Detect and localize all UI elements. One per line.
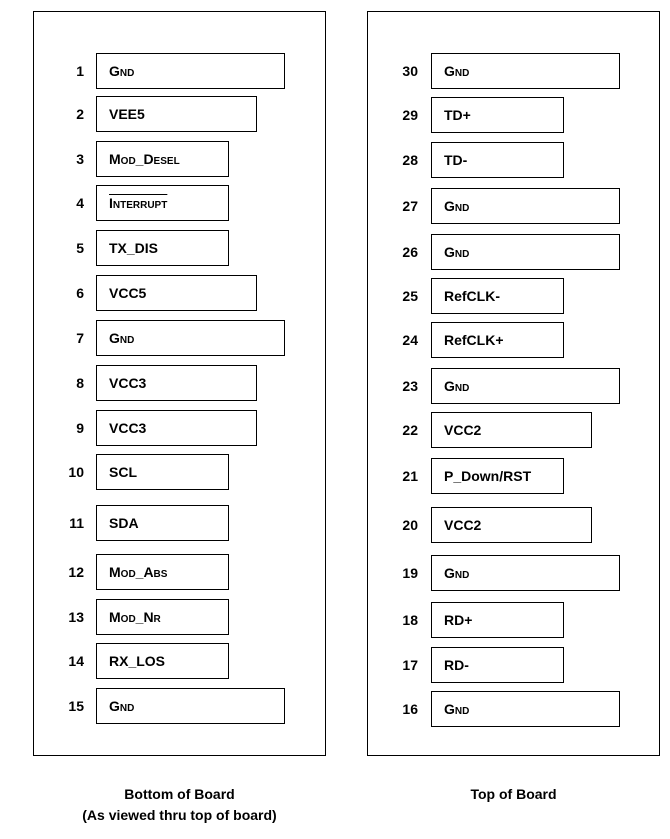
pin-number: 14: [68, 653, 84, 669]
pin-number: 28: [402, 152, 418, 168]
pin-label: Gnd: [431, 53, 620, 89]
pin-number: 3: [76, 151, 84, 167]
pin-number: 18: [402, 612, 418, 628]
pin-label: Gnd: [431, 188, 620, 224]
pin-label: Interrupt: [96, 185, 229, 221]
caption-title: Bottom of Board: [124, 786, 235, 802]
pin-number: 17: [402, 657, 418, 673]
top-board-panel: [367, 11, 660, 756]
caption-title: Top of Board: [470, 786, 557, 802]
pin-label: VCC2: [431, 507, 592, 543]
pin-label: RX_LOS: [96, 643, 229, 679]
pin-label: Mod_Nr: [96, 599, 229, 635]
pin-number: 8: [76, 375, 84, 391]
pin-number: 10: [68, 464, 84, 480]
pin-number: 11: [69, 515, 84, 531]
bottom-board-panel: [33, 11, 326, 756]
pin-label: SDA: [96, 505, 229, 541]
pin-number: 23: [402, 378, 418, 394]
pin-number: 20: [402, 517, 418, 533]
top-board-caption: [367, 784, 660, 805]
pin-number: 1: [76, 63, 84, 79]
pin-number: 13: [68, 609, 84, 625]
pin-label: RD+: [431, 602, 564, 638]
pin-label: Gnd: [431, 234, 620, 270]
pin-label: Gnd: [96, 688, 285, 724]
pin-label: RefCLK-: [431, 278, 564, 314]
pin-label: VCC3: [96, 410, 257, 446]
pin-number: 5: [76, 240, 84, 256]
bottom-board-caption: [33, 784, 326, 826]
pin-label: RD-: [431, 647, 564, 683]
pin-number: 24: [402, 332, 418, 348]
pin-number: 21: [402, 468, 418, 484]
pin-number: 16: [402, 701, 418, 717]
pin-label: TX_DIS: [96, 230, 229, 266]
pin-number: 19: [402, 565, 418, 581]
pin-number: 6: [76, 285, 84, 301]
pin-label: Gnd: [431, 555, 620, 591]
pin-label: RefCLK+: [431, 322, 564, 358]
pin-number: 12: [68, 564, 84, 580]
pin-label: VCC2: [431, 412, 592, 448]
pin-number: 22: [402, 422, 418, 438]
pin-number: 29: [402, 107, 418, 123]
pin-label: VCC3: [96, 365, 257, 401]
pin-number: 2: [76, 106, 84, 122]
pin-label: TD-: [431, 142, 564, 178]
pin-label: SCL: [96, 454, 229, 490]
pin-label: Gnd: [431, 368, 620, 404]
pin-number: 25: [402, 288, 418, 304]
pin-label: P_Down/RST: [431, 458, 564, 494]
pin-number: 9: [76, 420, 84, 436]
pin-label: VCC5: [96, 275, 257, 311]
pin-number: 30: [402, 63, 418, 79]
pin-number: 27: [402, 198, 418, 214]
pin-number: 15: [68, 698, 84, 714]
pin-number: 4: [76, 195, 84, 211]
pin-label: Mod_Abs: [96, 554, 229, 590]
pin-label: Gnd: [96, 53, 285, 89]
caption-subtitle: (As viewed thru top of board): [82, 807, 277, 823]
pin-label: Mod_Desel: [96, 141, 229, 177]
pin-label: VEE5: [96, 96, 257, 132]
pin-label: Gnd: [96, 320, 285, 356]
pin-label: Gnd: [431, 691, 620, 727]
pin-label: TD+: [431, 97, 564, 133]
pin-number: 26: [402, 244, 418, 260]
pin-number: 7: [76, 330, 84, 346]
